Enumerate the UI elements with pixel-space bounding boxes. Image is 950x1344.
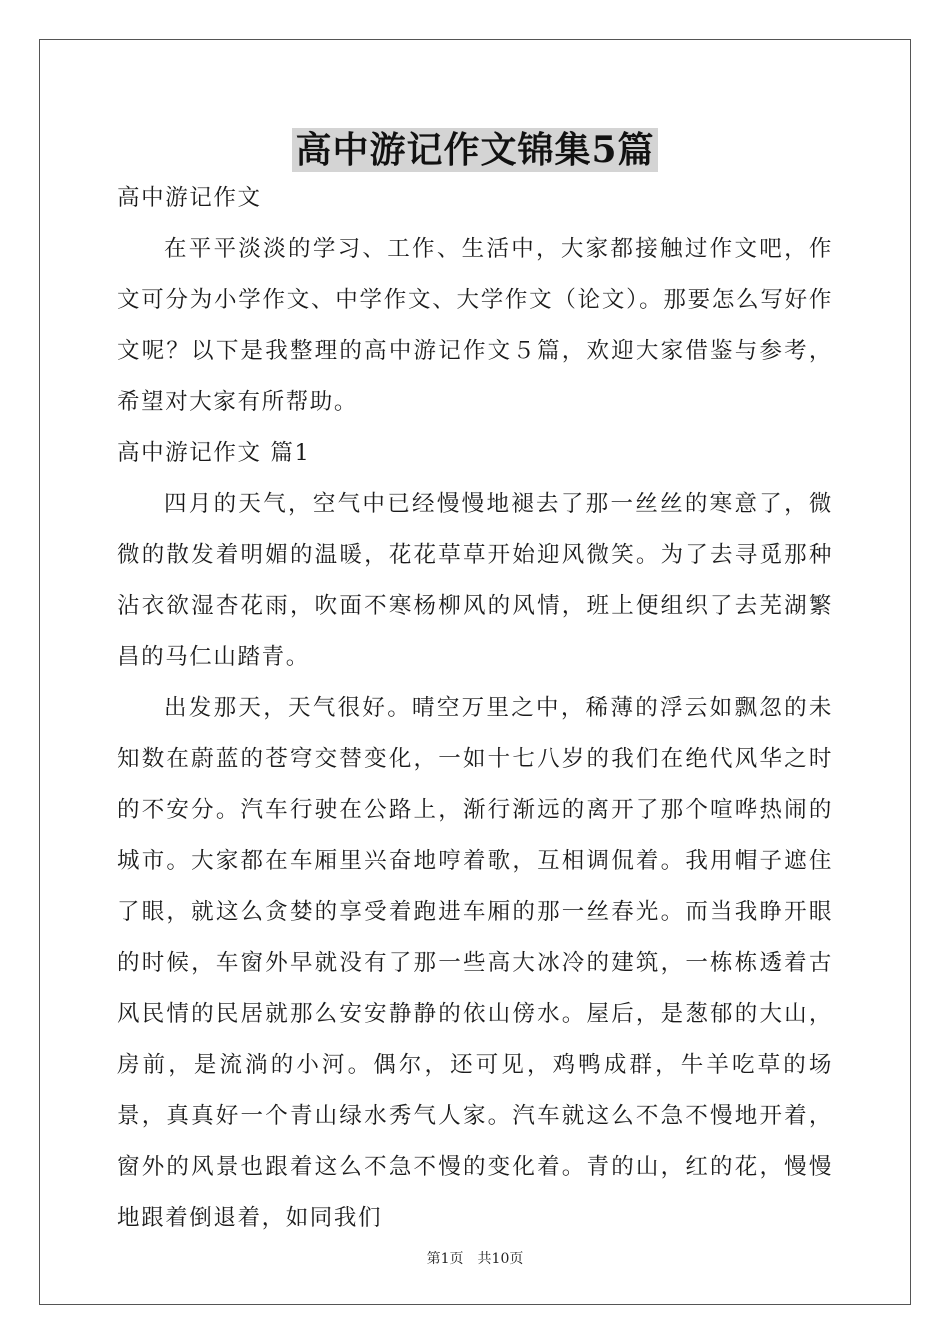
paragraph: 在平平淡淡的学习、工作、生活中，大家都接触过作文吧，作文可分为小学作文、中学作文、大学作文（论文）。那要怎么写好作文呢？以下是我整理的高中游记作文５篇，欢迎大家借鉴与参考，希望对大家有所帮助。: [117, 236, 833, 415]
page-footer: 第1页 共10页: [426, 1251, 524, 1267]
section-heading: 高中游记作文: [117, 185, 262, 211]
paragraph: 四月的天气，空气中已经慢慢地褪去了那一丝丝的寒意了，微微的散发着明媚的温暖，花花草草开始迎风微笑。为了去寻觅那种沾衣欲湿杏花雨，吹面不寒杨柳风的风情，班上便组织了去芜湖繁昌的马仁山踏青。: [117, 491, 833, 670]
title-container: [0, 128, 950, 172]
document-body: [117, 173, 833, 1244]
document-title: 高中游记作文锦集5篇: [292, 128, 657, 172]
section-heading: 高中游记作文 篇1: [117, 440, 311, 466]
paragraph: 出发那天，天气很好。晴空万里之中，稀薄的浮云如飘忽的未知数在蔚蓝的苍穹交替变化，一如十七八岁的我们在绝代风华之时的不安分。汽车行驶在公路上，渐行渐远的离开了那个喧哗热闹的城市。大家都在车厢里兴奋地哼着歌，互相调侃着。我用帽子遮住了眼，就这么贪婪的享受着跑进车厢的那一丝春光。而当我睁开眼的时候，车窗外早就没有了那一些高大冰冷的建筑，一栋栋透着古风民情的民居就那么安安静静的依山傍水。屋后，是葱郁的大山，房前，是流淌的小河。偶尔，还可见，鸡鸭成群，牛羊吃草的场景，真真好一个青山绿水秀气人家。汽车就这么不急不慢地开着，窗外的风景也跟着这么不急不慢的变化着。青的山，红的花，慢慢地跟着倒退着，如同我们: [117, 695, 833, 1231]
